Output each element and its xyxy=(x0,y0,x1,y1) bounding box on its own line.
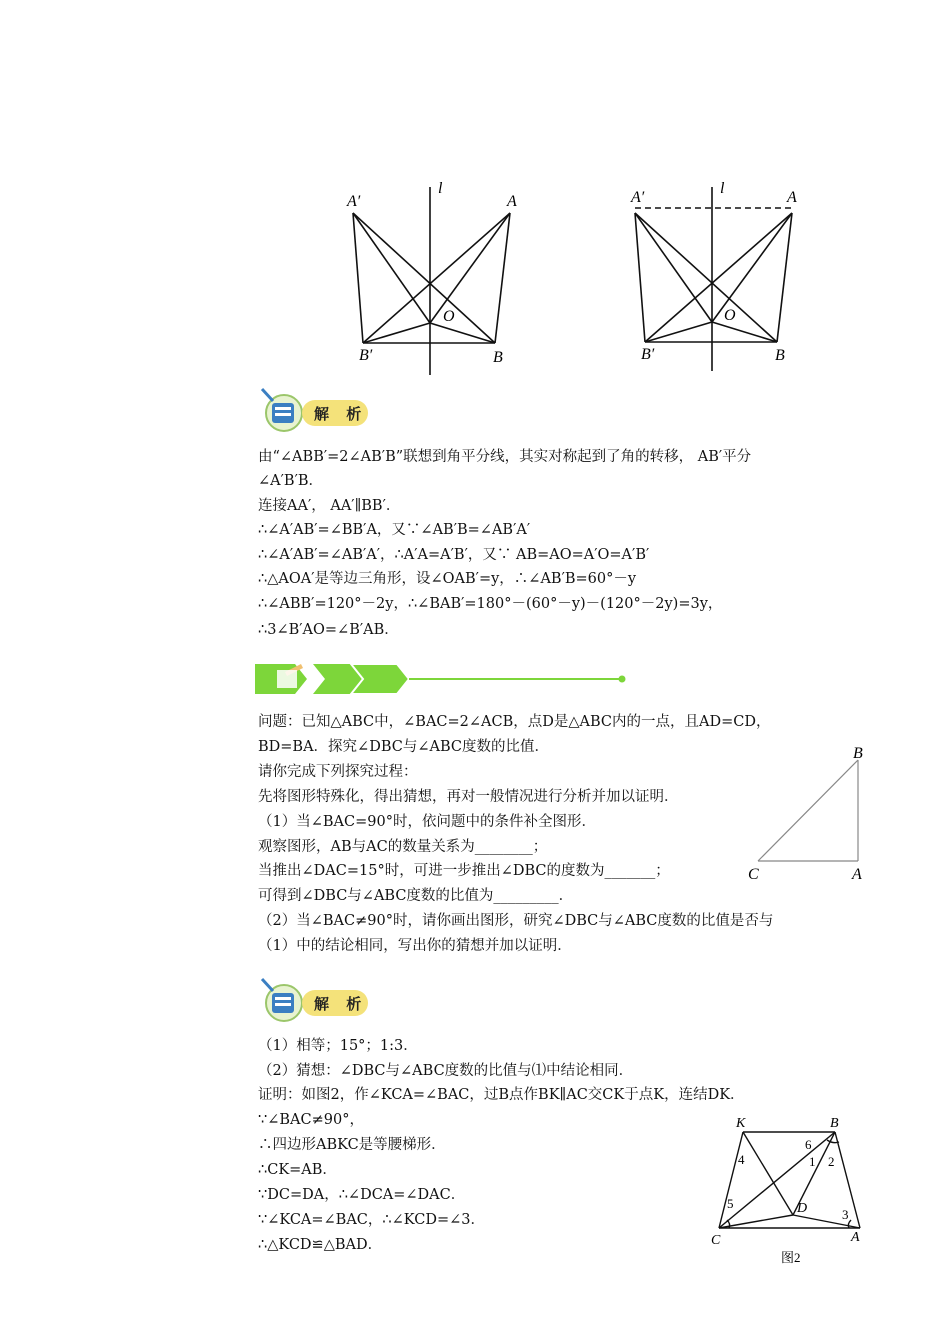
analysis-badge-2 xyxy=(258,975,373,1025)
badge-label: 解 析 xyxy=(314,995,368,1013)
angle-5: 5 xyxy=(727,1196,734,1211)
label-O: O xyxy=(724,307,736,324)
text-line: （1）中的结论相同，写出你的猜想并加以证明． xyxy=(258,938,572,954)
figure-symmetry-left xyxy=(335,175,535,380)
text-line: （1）当∠BAC=90°时，依问题中的条件补全图形． xyxy=(258,814,596,830)
text-line: ∴3∠B′AO=∠B′AB． xyxy=(258,622,399,638)
analysis-badge-1 xyxy=(258,385,373,435)
text-line: ∴∠ABB′=120°－2y，∴∠BAB′=180°－(60°－y)－(120°－2y)=3y， xyxy=(258,596,723,612)
text-line: 证明：如图2，作∠KCA=∠BAC，过B点作BK∥AC交CK于点K，连结DK． xyxy=(258,1087,745,1103)
text-line: ∴CK=AB． xyxy=(258,1162,337,1178)
label-D: D xyxy=(797,1201,808,1216)
label-B: B xyxy=(775,347,785,364)
label-l: l xyxy=(720,180,725,197)
text-line: ∴∠A′AB′=∠BB′A，又∵∠AB′B=∠AB′A′ xyxy=(258,522,531,538)
label-B: B xyxy=(853,745,863,762)
label-K: K xyxy=(736,1116,746,1131)
text-line: 问题：已知△ABC中，∠BAC=2∠ACB，点D是△ABC内的一点，且AD=CD， xyxy=(258,714,771,730)
magnifier-icon xyxy=(258,385,308,435)
text-line: ∴∠A′AB′=∠AB′A′，∴A′A=A′B′，又∵ AB=AO=A′O=A′B′ xyxy=(258,547,650,563)
angle-3: 3 xyxy=(842,1207,849,1222)
figure-caption: 图2 xyxy=(781,1250,801,1265)
section-banner xyxy=(255,660,635,698)
text-line: ∴四边形ABKC是等腰梯形． xyxy=(258,1137,446,1153)
text-line: BD=BA．探究∠DBC与∠ABC度数的比值． xyxy=(258,739,549,755)
text-line: 当推出∠DAC=15°时，可进一步推出∠DBC的度数为_______； xyxy=(258,863,670,879)
text-line: ∵∠KCA=∠BAC，∴∠KCD=∠3． xyxy=(258,1212,485,1228)
label-A: A xyxy=(787,189,797,206)
label-A-prime: A′ xyxy=(631,189,645,206)
figure-symmetry-right xyxy=(617,175,817,380)
angle-1: 1 xyxy=(809,1154,816,1169)
label-B-prime: B′ xyxy=(641,346,655,363)
label-O: O xyxy=(443,308,455,325)
label-B-prime: B′ xyxy=(359,347,373,364)
text-line: 请你完成下列探究过程： xyxy=(258,764,418,780)
text-line: 先将图形特殊化，得出猜想，再对一般情况进行分析并加以证明． xyxy=(258,789,679,805)
text-line: 连接AA′， AA′∥BB′． xyxy=(258,498,401,514)
text-line: （1）相等；15°；1:3． xyxy=(258,1038,418,1054)
label-B: B xyxy=(830,1116,839,1131)
text-line: 可得到∠DBC与∠ABC度数的比值为_________． xyxy=(258,888,574,904)
label-C: C xyxy=(711,1233,721,1248)
angle-6: 6 xyxy=(805,1137,812,1152)
text-line: （2）当∠BAC≠90°时，请你画出图形，研究∠DBC与∠ABC度数的比值是否与 xyxy=(258,913,774,929)
text-line: ∠A′B′B． xyxy=(258,473,324,489)
text-line: （2）猜想：∠DBC与∠ABC度数的比值与⑴中结论相同． xyxy=(258,1063,634,1079)
text-line: ∴△AOA′是等边三角形，设∠OAB′=y，∴∠AB′B=60°－y xyxy=(258,571,637,587)
label-C: C xyxy=(748,866,759,883)
magnifier-icon xyxy=(258,975,308,1025)
angle-4: 4 xyxy=(738,1152,745,1167)
label-l: l xyxy=(438,180,443,197)
label-A-prime: A′ xyxy=(347,193,361,210)
badge-label: 解 析 xyxy=(314,405,368,423)
angle-2: 2 xyxy=(828,1154,835,1169)
text-line: 由“∠ABB′=2∠AB′B”联想到角平分线，其实对称起到了角的转移， AB′平分 xyxy=(258,449,752,465)
figure-2-trapezoid xyxy=(705,1110,875,1268)
text-line: ∵DC=DA，∴∠DCA=∠DAC． xyxy=(258,1187,466,1203)
text-line: ∵∠BAC≠90°， xyxy=(258,1112,364,1128)
text-line: 观察图形，AB与AC的数量关系为________； xyxy=(258,839,548,855)
label-A: A xyxy=(507,193,517,210)
label-A: A xyxy=(851,1230,860,1245)
figure-right-triangle xyxy=(740,740,870,885)
label-A: A xyxy=(852,866,862,883)
label-B: B xyxy=(493,349,503,366)
text-line: ∴△KCD≌△BAD． xyxy=(258,1237,383,1253)
